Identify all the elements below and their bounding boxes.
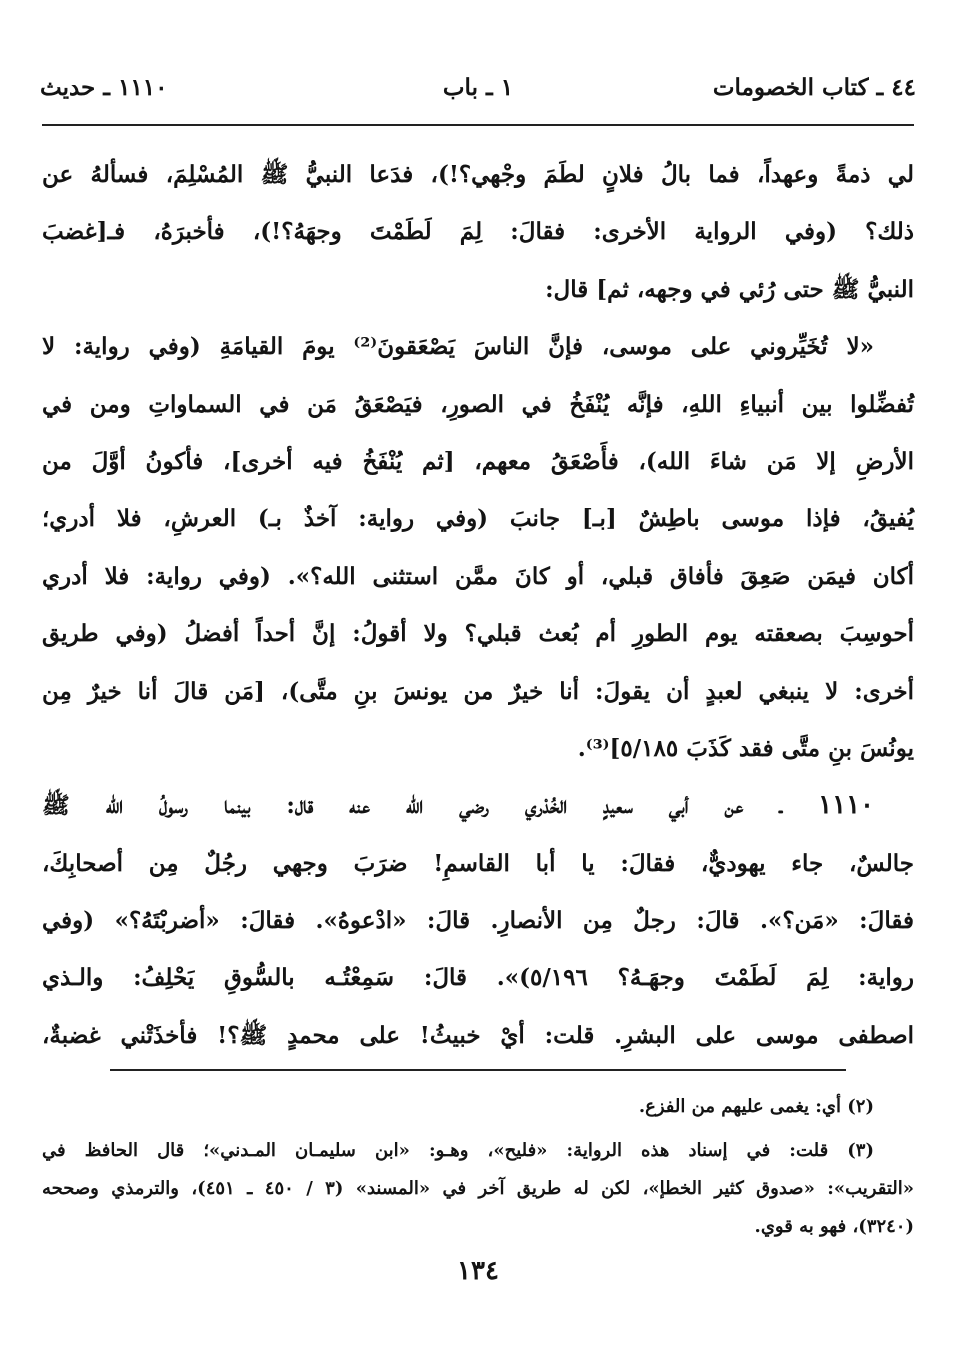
header-chapter: ٤٤ ـ كتاب الخصومات	[712, 74, 916, 101]
footnote-line: (٢) أي: يغمى عليهم من الفزع.	[638, 1096, 874, 1117]
hadith-line: جالسٌ، جاء يهوديٌّ، فقالَ: يا أبا القاسمِ! ضرَبَ وجهي رجُلٌ مِن أصحابِكَ،	[42, 849, 914, 877]
page-number: ١٣٤	[457, 1256, 499, 1286]
running-header	[40, 74, 916, 114]
hadith-line: رواية: لِمَ لَطَمْتَ وجهَـهُ؟ ٥/١٩٦)». قالَ: سَمِعْتُـه بالسُّوقِ يَحْلِفُ: والـذي	[42, 964, 914, 992]
hadith-line: ـ عن أبي سعيدٍ الخُدْري رضي الله عنه قال: بينما رسولُ الله ﷺ	[42, 792, 783, 820]
header-divider	[42, 124, 914, 126]
text-line: النبيُّ ﷺ حتى رُئي في وجهه، ثم] قال:	[545, 275, 914, 303]
footnote-line: (٣) قلت: في إسناد هذه الرواية: «فليح»، وهـو: «ابن سليمـان المـدني»؛ قال الحافظ في	[42, 1140, 874, 1161]
hadith-number: ١١١٠	[818, 790, 874, 821]
footnote-line: (٣٢٤٠)، فهو به قوي.	[754, 1216, 914, 1237]
text-line: ذلك؟ (وفي الرواية الأخرى: فقالَ: لِمَ لَطَمْتَ وجهَهُ؟!)، فأخبرَهُ، فـ[غضبَ	[42, 218, 914, 246]
text-line: أخرى: لا ينبغي لعبدٍ أن يقولَ: أنا خيرٌ من يونسَ بنِ متَّى)، [مَن قالَ أنا خيرٌ مِن	[42, 677, 914, 705]
text-line: لي ذمةً وعهداً، فما بالُ فلانٍ لطَمَ وجْهي؟!)، فدَعا النبيُّ ﷺ المُسْلِمَ، فسألهُ عن	[42, 161, 914, 188]
text-line: تُفضِّلوا بين أنبياءِ اللهِ، فإنَّه يُنْفَخُ في الصورِ، فيَصْعَقُ مَن في السماواتِ ومن في	[42, 390, 914, 418]
text-line: الأرضِ إلا مَن شاءَ الله)، فأَصْعَقُ معهم، [ثم يُنْفَخُ فيه أخرى]، فأكونُ أوَّلَ من	[42, 447, 914, 475]
header-section: ١ ـ باب	[442, 74, 514, 101]
main-text	[42, 146, 914, 1064]
footnote-line: «التقريب»: «صدوق كثير الخطإ»، لكن له طريق آخر في «المسند» (٣ / ٤٥٠ ـ ٤٥١)، والترمذي وصححه	[42, 1178, 914, 1199]
text-line: أحوسِبَ بصعقته يوم الطورِ أم بُعث قبلي؟ ولا أقولُ: إنَّ أحداً أفضلُ (وفي طريق	[42, 620, 914, 648]
footnote-2	[42, 1088, 914, 1126]
footnote-3	[42, 1132, 914, 1246]
text-line: يُفيقُ، فإذا موسى باطِشٌ [بـ] جانبَ (وفي رواية: آخذٌ بـ) العرشِ، فلا أدري؛	[42, 505, 914, 533]
hadith-1110-first-line	[42, 777, 914, 834]
hadith-line: فقالَ: «مَن؟». قالَ: رجلٌ مِن الأنصارِ. قالَ: «ادْعوهُ». فقالَ: «أضربْتَهُ؟» (وفي	[42, 907, 914, 935]
footnotes	[42, 1088, 914, 1252]
text-line: «لا تُخَيِّروني على موسى، فإنَّ الناسَ يَصْعَقونَ⁽²⁾ يومَ القيامَةِ (وفي رواية: لا	[42, 333, 875, 361]
text-line: أكان فيمَن صَعِقَ فأفاق قبلي، أو كانَ ممَّن استثنى الله؟». (وفي رواية: فلا أدري	[42, 562, 914, 590]
header-hadith: ١١١٠ ـ حديث	[40, 74, 168, 101]
footnote-divider	[110, 1069, 846, 1071]
hadith-line: اصطفى موسى على البشرِ. قلت: أيْ خبيثُ! على محمدٍ ﷺ؟! فأخذَتْني غضبةٌ،	[42, 1021, 914, 1049]
text-line: يونُسَ بنِ متَّى فقد كَذَبَ ٥/١٨٥]⁽³⁾.	[577, 734, 914, 762]
